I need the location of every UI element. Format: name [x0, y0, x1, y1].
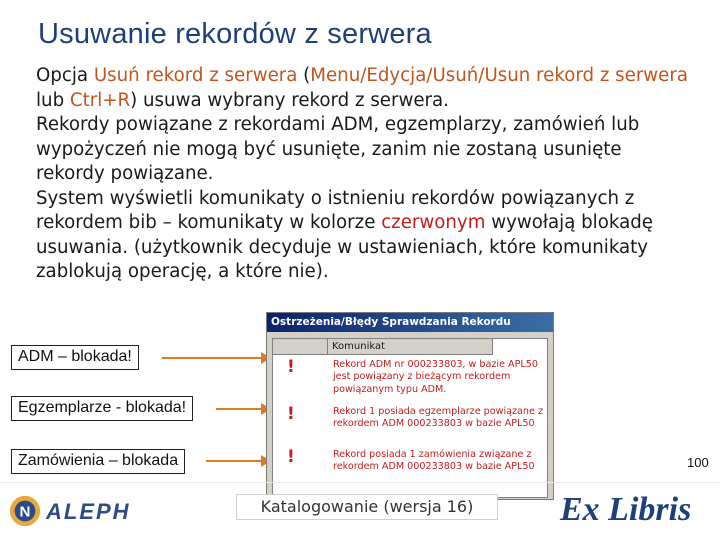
exlibris-logo: Ex Libris [560, 491, 692, 528]
paragraph-linked-records: Rekordy powiązane z rekordami ADM, egzemplarzy, zamówień lub wypożyczeń nie mogą być usunięte, zanim nie zostaną usunięte rekordy powiązane. [36, 114, 640, 184]
column-header-blank [273, 339, 327, 355]
column-header-komunikat[interactable]: Komunikat [327, 339, 493, 355]
menu-option-name: Usuń rekord z serwera [93, 65, 298, 86]
message-row-zamowienia[interactable]: Rekord posiada 1 zamówienia związane z rekordem ADM 000233803 w bazie APL50 [333, 449, 535, 473]
red-word: czerwonym [381, 212, 486, 233]
callout-zamowienia: Zamówienia – blokada [11, 449, 185, 474]
aleph-logo-text: ALEPH [46, 499, 131, 524]
aleph-logo-icon [6, 494, 44, 528]
page-number: 100 [687, 455, 709, 470]
error-icon: ! [287, 404, 295, 424]
footer-divider [0, 482, 720, 483]
footer-caption: Katalogowanie (wersja 16) [236, 494, 498, 520]
callout-adm: ADM – blokada! [11, 345, 139, 370]
shortcut: Ctrl+R [69, 89, 131, 111]
arrow-adm [162, 357, 262, 359]
callout-egzemplarze: Egzemplarze - blokada! [11, 396, 193, 421]
menu-path: Menu/Edycja/Usuń/Usun rekord z serwera [310, 65, 688, 86]
message-row-adm[interactable]: Rekord ADM nr 000233803, w bazie APL50 jest powiązany z bieżącym rekordem powiązanym typu ADM. [333, 359, 538, 395]
arrow-egzemplarze [216, 408, 262, 410]
paragraph-delete-option: Opcja Usuń rekord z serwera (Menu/Edycja/Usuń/Usun rekord z serwera lub Ctrl+R) usuwa wybrany rekord z serwera. [36, 65, 688, 111]
message-row-egzemplarze[interactable]: Rekord 1 posiada egzemplarze powiązane z rekordem ADM 000233803 w bazie APL50 [333, 406, 543, 430]
slide-title: Usuwanie rekordów z serwera [38, 18, 432, 50]
error-icon: ! [287, 447, 295, 467]
arrow-zamowienia [206, 460, 262, 462]
paragraph-messages: System wyświetli komunikaty o istnieniu rekordów powiązanych z rekordem bib – komunikaty w kolorze czerwonym wywołają blokadę usuwania. (użytkownik decyduje w ustawieniach, które komunikaty zablokują operację, a które nie). [36, 187, 653, 282]
slide-body [36, 64, 696, 285]
messages-list[interactable] [272, 338, 548, 498]
dialog-titlebar[interactable]: Ostrzeżenia/Błędy Sprawdzania Rekordu [267, 313, 553, 332]
warnings-dialog[interactable] [266, 312, 554, 500]
svg-text:N: N [19, 503, 31, 521]
error-icon: ! [287, 357, 295, 377]
